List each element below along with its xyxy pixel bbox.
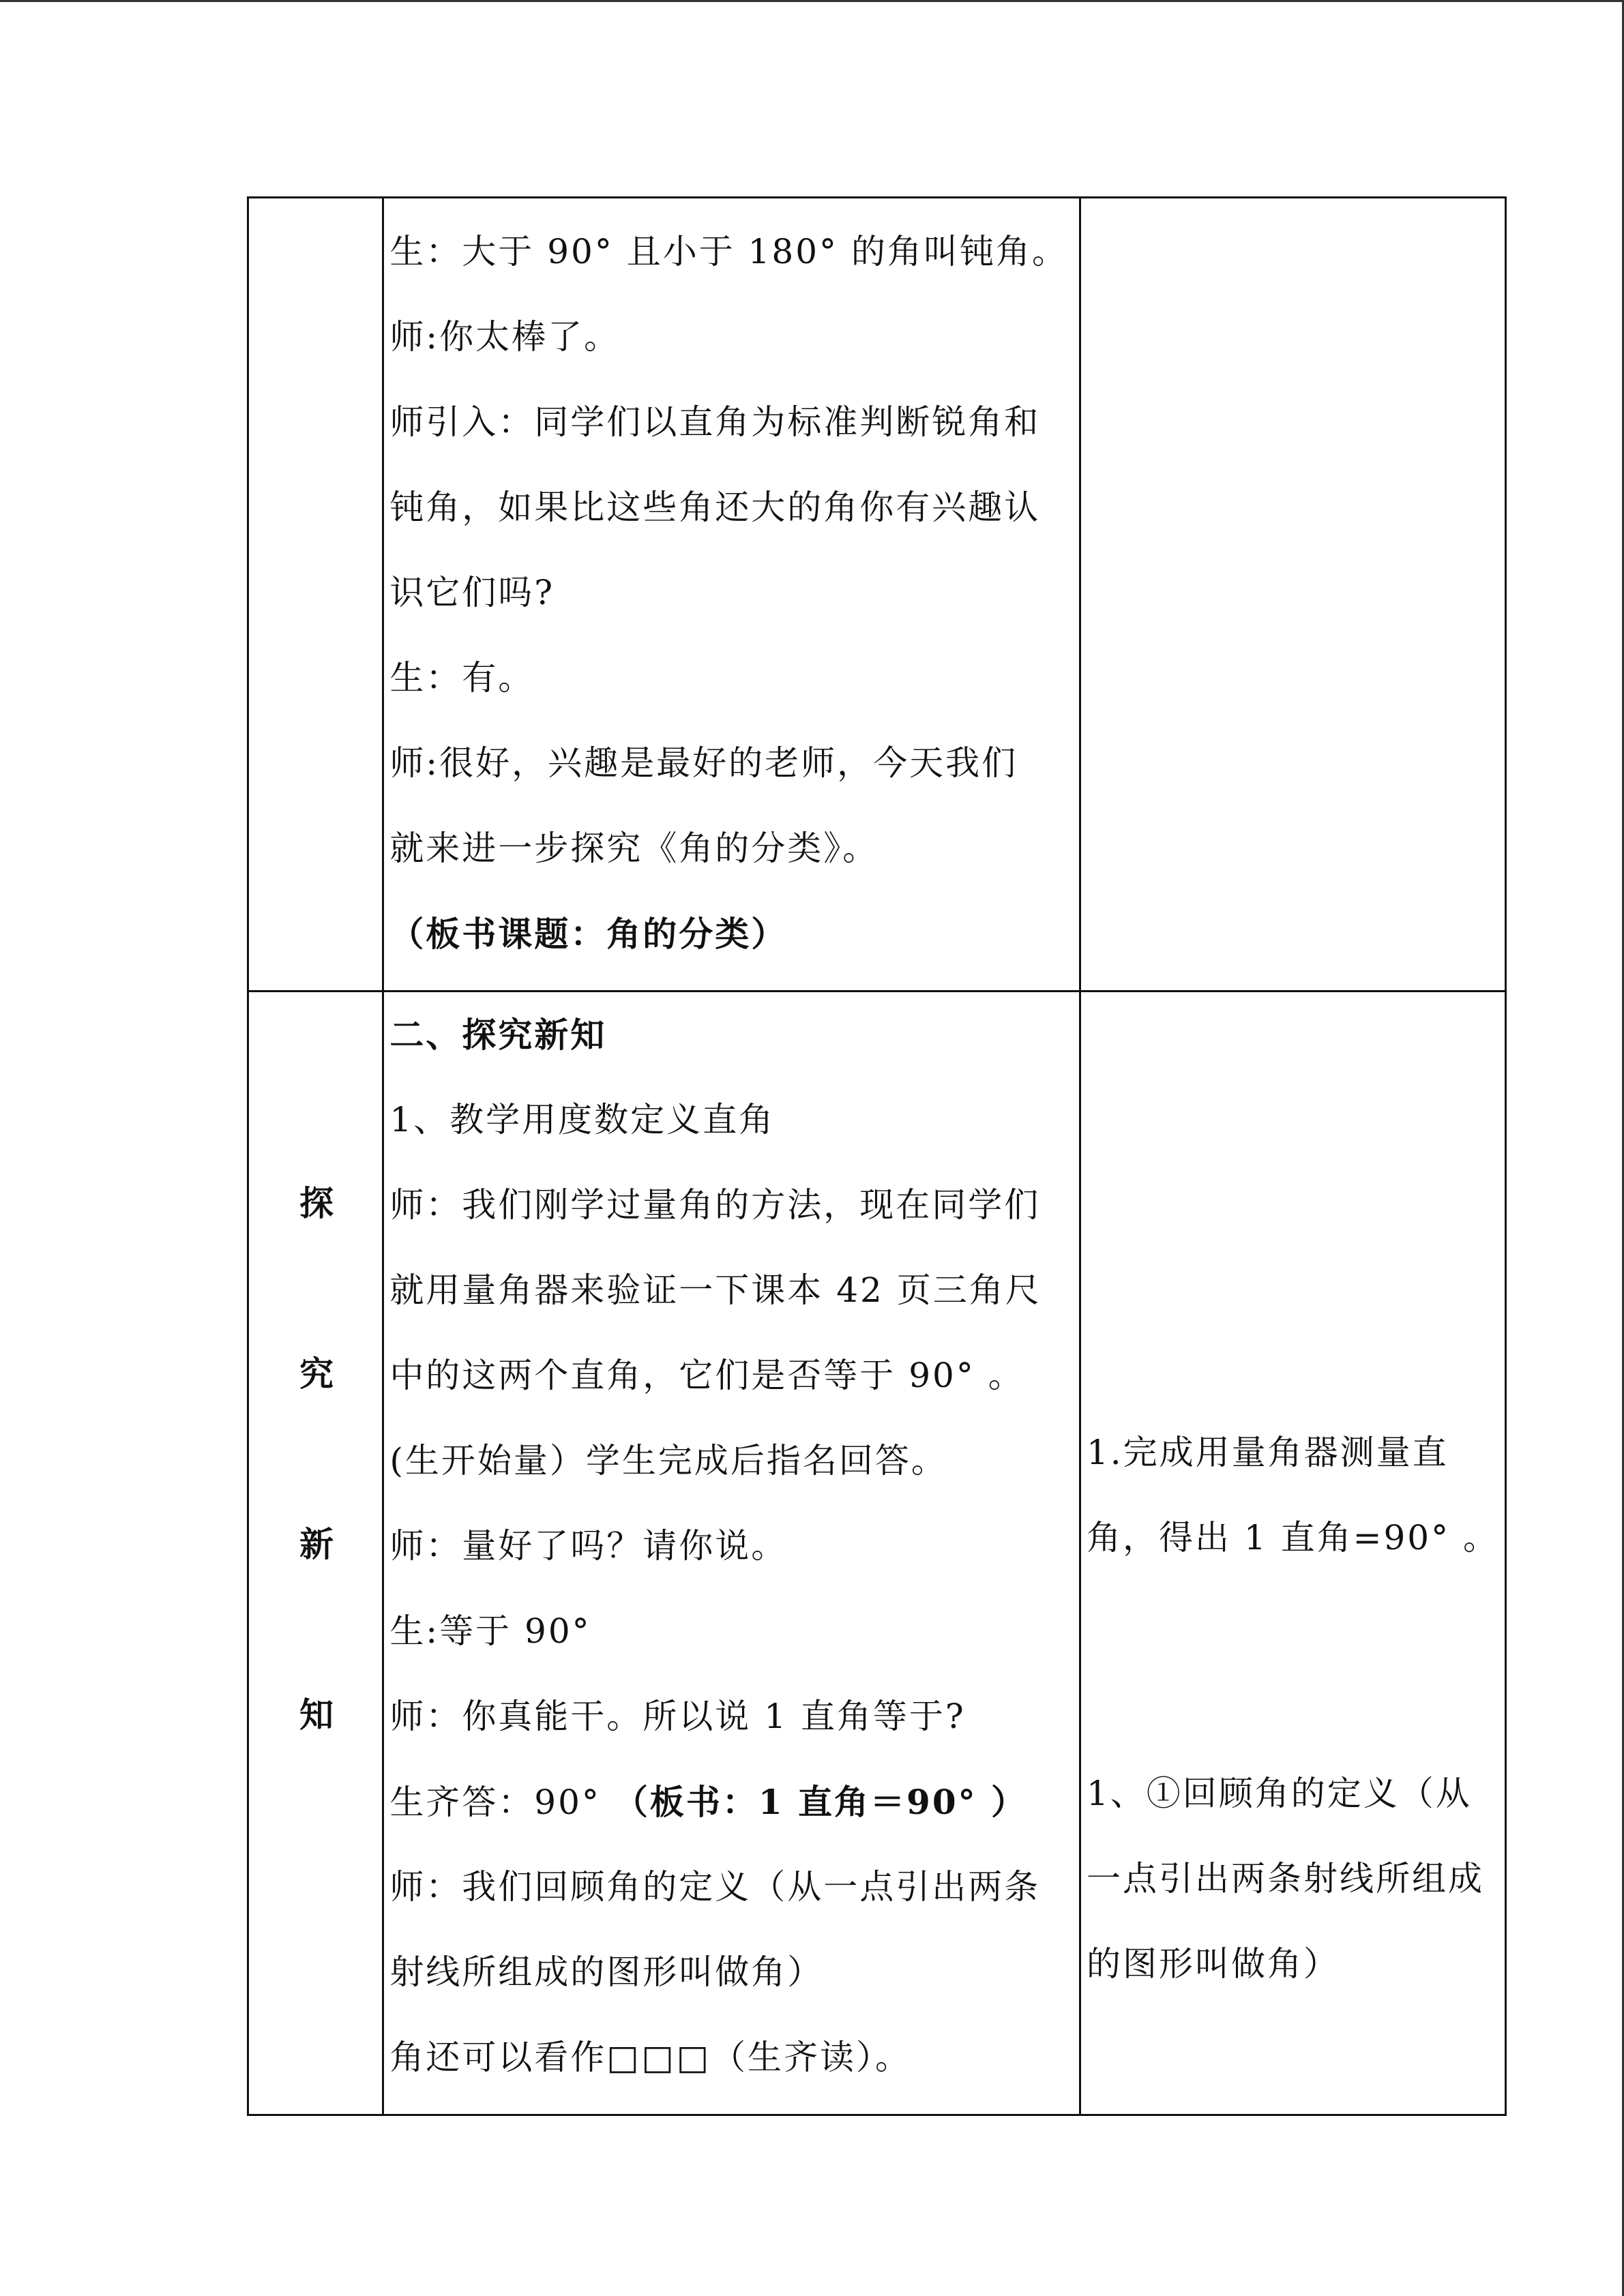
stage-char: 知 — [299, 1695, 334, 1735]
process-line: 生:等于 90° — [389, 1611, 591, 1651]
board-note: （板书：1 直角＝90° ） — [613, 1782, 1028, 1822]
intent-line: 角，得出 1 直角=90° 。 — [1086, 1518, 1499, 1557]
stage-cell — [248, 992, 383, 2115]
process-line: 师：我们刚学过量角的方法，现在同学们 — [389, 1185, 1041, 1225]
line-text: 角还可以看作 — [389, 2038, 607, 2077]
table-row — [248, 198, 1506, 992]
page-top-border — [0, 0, 1624, 2]
board-title-line: （板书课题：角的分类） — [389, 914, 788, 954]
process-line: 1、教学用度数定义直角 — [389, 1100, 776, 1139]
process-line — [389, 2015, 1079, 2100]
design-intent-cell-empty — [1080, 198, 1505, 992]
stage-char: 究 — [299, 1354, 334, 1394]
stage-char: 新 — [299, 1524, 334, 1564]
process-line: 师：你真能干。所以说 1 直角等于? — [389, 1697, 966, 1736]
process-line: 师:很好，兴趣是最好的老师，今天我们 — [389, 743, 1018, 783]
design-intent-cell — [1080, 992, 1505, 2115]
process-line: (生开始量）学生完成后指名回答。 — [389, 1441, 947, 1480]
process-line: 射线所组成的图形叫做角） — [389, 1952, 824, 1992]
intent-line: 一点引出两条射线所组成 — [1086, 1859, 1484, 1898]
intent-line: 的图形叫做角） — [1086, 1944, 1340, 1984]
line-tail: （生齐读）。 — [711, 2038, 912, 2077]
process-line: 师：我们回顾角的定义（从一点引出两条 — [389, 1867, 1041, 1907]
process-line: 中的这两个直角，它们是否等于 90° 。 — [389, 1356, 1024, 1395]
process-line: 就用量角器来验证一下课本 42 页三角尺 — [389, 1270, 1042, 1310]
process-line: 师:你太棒了。 — [389, 317, 621, 357]
section-heading: 二、探究新知 — [389, 1015, 607, 1055]
process-line: 师：量好了吗？请你说。 — [389, 1526, 788, 1566]
process-line: 生：大于 90° 且小于 180° 的角叫钝角。 — [389, 232, 1068, 271]
table-row — [248, 992, 1506, 2115]
stage-char: 探 — [299, 1183, 334, 1223]
process-line: 就来进一步探究《角的分类》。 — [389, 829, 879, 868]
intent-line: 1、①回顾角的定义（从 — [1086, 1774, 1472, 1813]
blank-boxes: □□□ — [606, 2038, 712, 2077]
answer-text: 生齐答：90° — [389, 1783, 614, 1822]
process-line: 钝角，如果比这些角还大的角你有兴趣认 — [389, 488, 1041, 527]
process-line: 识它们吗? — [389, 573, 555, 612]
teaching-process-cell — [383, 992, 1080, 2115]
lesson-plan-table — [247, 196, 1507, 2116]
process-line — [389, 1759, 1079, 1845]
stage-cell-empty — [248, 198, 383, 992]
intent-line: 1.完成用量角器测量直 — [1086, 1433, 1449, 1472]
process-line: 生：有。 — [389, 658, 535, 698]
teaching-process-cell — [383, 198, 1080, 992]
process-line: 师引入：同学们以直角为标准判断锐角和 — [389, 402, 1041, 442]
